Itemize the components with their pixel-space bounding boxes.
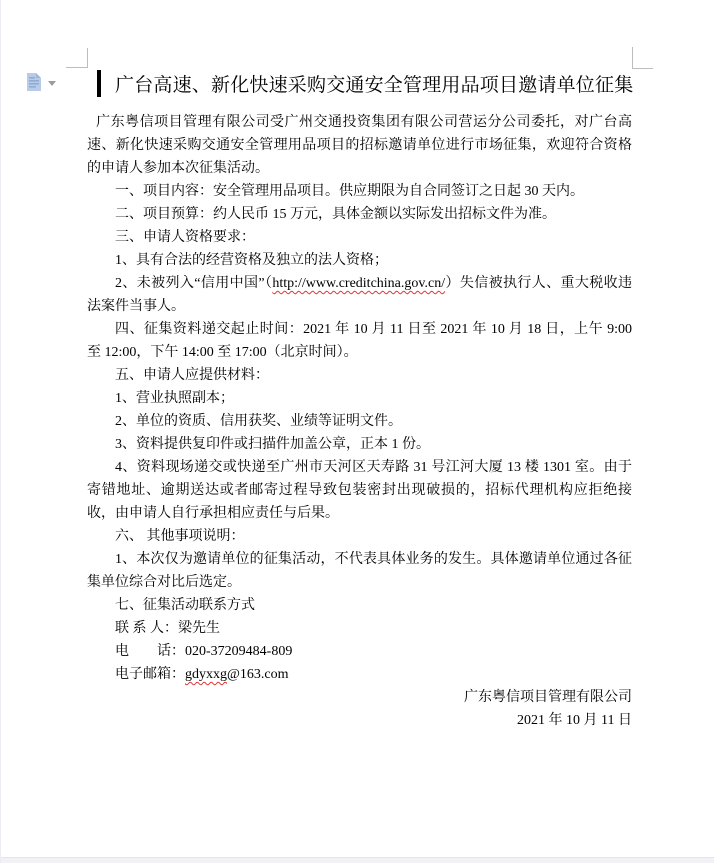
contact-email-line <box>87 663 632 686</box>
paragraph-section5-item4: 4、资料现场递交或快递至广州市天河区天寿路 31 号江河大厦 13 楼 1301 室。由于寄错地址、逾期送达或者邮寄过程导致包装密封出现破损的，招标代理机构应拒绝接收，由申请人自行承担相应责任与后果。 <box>87 460 632 521</box>
email-username: gdyxxg <box>185 667 227 682</box>
paragraph-section3: 三、申请人资格要求： <box>115 230 255 245</box>
paragraph-section5-item3: 3、资料提供复印件或扫描件加盖公章，正本 1 份。 <box>115 437 430 452</box>
text-boundary-mark-top-right <box>632 47 653 69</box>
document-icon[interactable] <box>25 72 43 92</box>
document-body[interactable] <box>87 111 636 732</box>
paragraph-section6: 六、 其他事项说明： <box>115 529 245 544</box>
text-boundary-mark-top-left <box>66 48 88 68</box>
document-title-row <box>97 70 633 97</box>
email-domain: @163.com <box>227 667 289 682</box>
document-title[interactable]: 广台高速、新化快速采购交通安全管理用品项目邀请单位征集 <box>115 75 634 96</box>
text-segment: ）失信被执行人、重大税收违法案件当事人。 <box>87 276 632 314</box>
text-segment: 2、未被列入“信用中国”（ <box>115 276 273 291</box>
paragraph-section5: 五、申请人应提供材料： <box>115 368 269 383</box>
paragraph-intro: 广东粤信项目管理有限公司受广州交通投资集团有限公司营运分公司委托，对广台高速、新化快速采购交通安全管理用品项目的招标邀请单位进行市场征集，欢迎符合资格的申请人参加本次征集活动。 <box>87 115 632 176</box>
paragraph-section5-item1: 1、营业执照副本； <box>115 391 234 406</box>
paragraph-style-tool[interactable] <box>25 72 56 92</box>
title-marker-bar <box>97 70 101 97</box>
credit-china-url: http://www.creditchina.gov.cn/ <box>272 276 446 291</box>
paragraph-section7: 七、征集活动联系方式 <box>115 598 255 613</box>
paragraph-section4: 四、征集资料递交起止时间：2021 年 10 月 11 日至 2021 年 10 月 18 日，上午 9:00 至 12:00，下午 14:00 至 17:00（北京时间）。 <box>87 322 636 360</box>
chevron-down-icon[interactable] <box>48 81 56 86</box>
email-label: 电子邮箱： <box>115 667 185 682</box>
signature-date: 2021 年 10 月 11 日 <box>517 713 632 728</box>
contact-phone-line: 电 话：020-37209484-809 <box>115 644 293 659</box>
paragraph-section5-item2: 2、单位的资质、信用获奖、业绩等证明文件。 <box>115 414 402 429</box>
app-bottom-edge <box>1 857 714 863</box>
paragraph-section1: 一、项目内容：安全管理用品项目。供应期限为自合同签订之日起 30 天内。 <box>115 184 584 199</box>
paragraph-section3-item1: 1、具有合法的经营资格及独立的法人资格； <box>115 253 388 268</box>
paragraph-section3-item2 <box>87 272 632 318</box>
paragraph-section6-item1: 1、本次仅为邀请单位的征集活动，不代表具体业务的发生。具体邀请单位通过各征集单位综合对比后选定。 <box>87 552 632 590</box>
signature-company: 广东粤信项目管理有限公司 <box>464 690 632 705</box>
contact-person-line: 联 系 人：梁先生 <box>115 621 220 636</box>
paragraph-section2: 二、项目预算：约人民币 15 万元，具体金额以实际发出招标文件为准。 <box>115 207 556 222</box>
